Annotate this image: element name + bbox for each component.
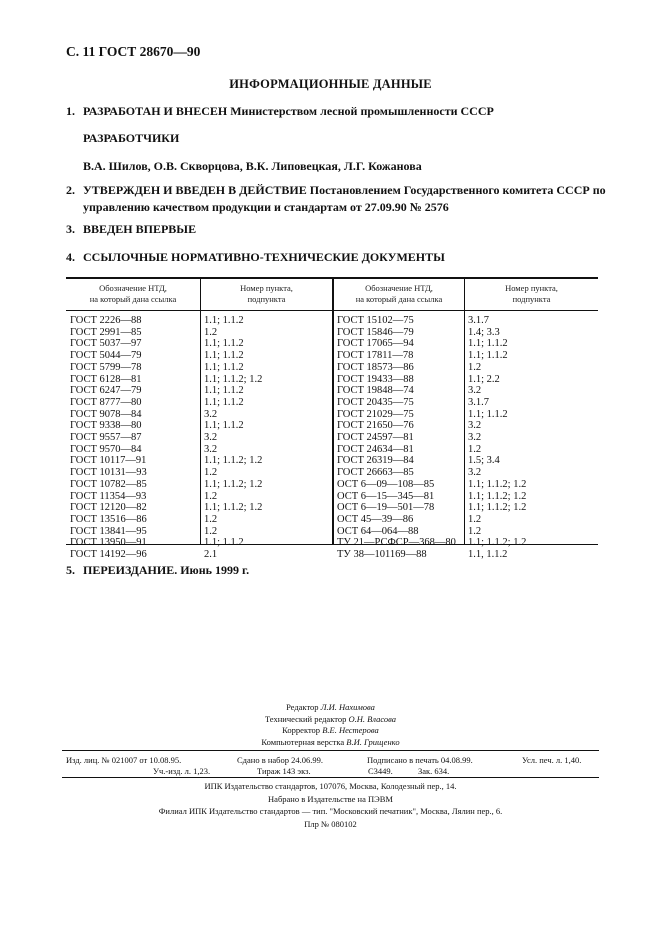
- table-cell: ГОСТ 10131—93: [70, 467, 147, 479]
- table-cell: ГОСТ 19848—74: [337, 385, 414, 397]
- table-header-item: Номер пункта, подпункта: [505, 283, 558, 304]
- table-col-divider: [464, 277, 465, 545]
- imprint-typeset: Сдано в набор 24.06.99.: [237, 755, 323, 765]
- table-cell: 1.1; 2.2: [468, 373, 500, 385]
- credit-tech-editor: Технический редактор О.Н. Власова: [264, 713, 397, 724]
- table-cell: ГОСТ 5044—79: [70, 350, 142, 362]
- table-cell: 1.1; 1.1.2: [204, 396, 244, 408]
- imprint-bottom-rule: [62, 777, 599, 778]
- table-cell: ГОСТ 20435—75: [337, 396, 414, 408]
- table-cell: ГОСТ 15102—75: [337, 315, 414, 326]
- table-cell: 1.2: [204, 467, 218, 479]
- table-cell: ГОСТ 2991—85: [70, 326, 142, 338]
- publisher-info: [0, 780, 661, 830]
- table-cell: 1.1; 1.1.2: [468, 408, 508, 420]
- table-cell: 1.1; 1.1.2; 1.2: [468, 537, 527, 549]
- table-cell: ГОСТ 24597—81: [337, 432, 414, 444]
- right-docs-column: [337, 315, 456, 561]
- table-cell: 3.2: [468, 385, 482, 397]
- imprint-code: С3449.: [368, 766, 393, 776]
- table-cell: ГОСТ 9338—80: [70, 420, 142, 432]
- table-cell: 2.1: [204, 549, 218, 561]
- section-5-text: Июнь 1999 г.: [180, 563, 250, 577]
- section-4-label: ССЫЛОЧНЫЕ НОРМАТИВНО-ТЕХНИЧЕСКИЕ ДОКУМЕНТЫ: [83, 250, 445, 264]
- section-1-number: 1.: [66, 104, 75, 118]
- imprint-top-rule: [62, 750, 599, 751]
- table-cell: ГОСТ 13841—95: [70, 525, 147, 537]
- table-cell: 1.1; 1.1.2; 1.2: [204, 478, 263, 490]
- publisher-branch: Филиал ИПК Издательство стандартов — тип. "Московский печатник", Москва, Лялин пер., 6.: [158, 806, 503, 816]
- table-cell: ОСТ 6—09—108—85: [337, 478, 435, 490]
- table-cell: ОСТ 6—15—345—81: [337, 490, 435, 502]
- section-1-label: РАЗРАБОТАН И ВНЕСЕН: [83, 104, 228, 118]
- table-cell: 1.1; 1.1.2: [204, 385, 244, 397]
- imprint-license: Изд. лиц. № 021007 от 10.08.95.: [66, 755, 182, 765]
- table-cell: 3.2: [468, 467, 482, 479]
- table-cell: 1.2: [204, 326, 218, 338]
- table-header-doc: Обозначение НТД, на который дана ссылка: [89, 283, 177, 304]
- table-cell: ГОСТ 17811—78: [337, 350, 414, 362]
- table-cell: 3.1.7: [468, 315, 489, 326]
- section-2-text-cont: управлению качеством продукции и стандартам от 27.09.90 № 2576: [83, 200, 449, 214]
- table-cell: 1.1; 1.1.2: [204, 338, 244, 350]
- section-2-text: Постановлением Государственного комитета СССР по: [309, 183, 606, 197]
- section-1: [66, 104, 494, 119]
- table-cell: 1.1; 1.1.2; 1.2: [204, 502, 263, 514]
- section-4-number: 4.: [66, 250, 75, 264]
- imprint-run: Тираж 143 экз.: [257, 766, 311, 776]
- table-cell: ГОСТ 9078—84: [70, 408, 142, 420]
- table-cell: 3.2: [204, 408, 218, 420]
- table-cell: 1.1; 1.1.2: [468, 338, 508, 350]
- table-cell: 1.2: [468, 443, 482, 455]
- table-cell: ГОСТ 13516—86: [70, 513, 147, 525]
- table-cell: ГОСТ 5799—78: [70, 361, 142, 373]
- table-cell: 1.1; 1.1.2: [204, 537, 244, 549]
- table-cell: ГОСТ 19433—88: [337, 373, 414, 385]
- imprint-order: Зак. 634.: [418, 766, 450, 776]
- table-cell: 1.1; 1.1.2: [204, 361, 244, 373]
- section-1-text: Министерством лесной промышленности СССР: [230, 104, 494, 118]
- table-cell: ГОСТ 15846—79: [337, 326, 414, 338]
- table-cell: ГОСТ 26319—84: [337, 455, 414, 467]
- section-2-number: 2.: [66, 183, 75, 197]
- table-cell: 3.1.7: [468, 396, 489, 408]
- table-cell: ТУ 21—РСФСР—368—80: [337, 537, 456, 549]
- table-center-divider: [332, 277, 334, 545]
- table-cell: 1.2: [204, 490, 218, 502]
- table-cell: ОСТ 64—064—88: [337, 525, 419, 537]
- section-5: [66, 563, 249, 578]
- table-cell: 3.2: [204, 432, 218, 444]
- table-cell: ГОСТ 5037—97: [70, 338, 142, 350]
- table-col-divider: [200, 277, 201, 545]
- table-cell: 1.2: [204, 525, 218, 537]
- table-cell: 1.1; 1.1.2; 1.2: [468, 490, 527, 502]
- section-3-label: ВВЕДЕН ВПЕРВЫЕ: [83, 222, 197, 236]
- credit-editor: Редактор Л.И. Нахимова: [286, 702, 375, 712]
- section-2: [66, 182, 606, 216]
- left-docs-column: [70, 315, 147, 561]
- table-cell: ГОСТ 9570—84: [70, 443, 142, 455]
- table-cell: 1.1; 1.1.2; 1.2: [468, 478, 527, 490]
- credit-proofreader: Корректор В.Е. Нестерова: [282, 725, 379, 735]
- credits: [0, 702, 661, 748]
- table-cell: ГОСТ 21650—76: [337, 420, 414, 432]
- table-cell: 1.4; 3.3: [468, 326, 500, 338]
- table-cell: ГОСТ 17065—94: [337, 338, 414, 350]
- table-cell: 1.1; 1.1.2; 1.2: [468, 502, 527, 514]
- table-cell: ГОСТ 26663—85: [337, 467, 414, 479]
- section-4: [66, 250, 445, 265]
- document-title: ИНФОРМАЦИОННЫЕ ДАННЫЕ: [229, 77, 432, 91]
- right-items-column: [468, 315, 526, 561]
- table-cell: 1.5; 3.4: [468, 455, 500, 467]
- table-cell: ГОСТ 14192—96: [70, 549, 147, 561]
- references-table: [66, 277, 598, 561]
- table-cell: ГОСТ 12120—82: [70, 502, 147, 514]
- table-cell: ГОСТ 10117—91: [70, 455, 147, 467]
- table-cell: 1.2: [204, 513, 218, 525]
- table-cell: 1.1; 1.1.2; 1.2: [204, 455, 263, 467]
- table-header-item: Номер пункта, подпункта: [240, 283, 293, 304]
- table-cell: 1.1; 1.1.2: [204, 315, 244, 326]
- table-cell: ГОСТ 6128—81: [70, 373, 142, 385]
- developers-names: В.А. Шилов, О.В. Скворцова, В.К. Липовецкая, Л.Г. Кожанова: [83, 159, 422, 173]
- table-cell: ГОСТ 13950—91: [70, 537, 147, 549]
- table-cell: 1.2: [468, 513, 482, 525]
- section-3: [66, 222, 196, 237]
- table-cell: ГОСТ 11354—93: [70, 490, 147, 502]
- table-cell: ГОСТ 24634—81: [337, 443, 414, 455]
- table-cell: 1.1; 1.1.2: [204, 420, 244, 432]
- left-items-column: [204, 315, 262, 561]
- table-cell: ГОСТ 9557—87: [70, 432, 142, 444]
- table-cell: ОСТ 6—19—501—78: [337, 502, 435, 514]
- section-2-label: УТВЕРЖДЕН И ВВЕДЕН В ДЕЙСТВИЕ: [83, 183, 307, 197]
- table-cell: 1.2: [468, 361, 482, 373]
- table-cell: 1.2: [468, 525, 482, 537]
- table-cell: ГОСТ 21029—75: [337, 408, 414, 420]
- imprint-print-sheets: Усл. печ. л. 1,40.: [522, 755, 582, 765]
- table-cell: ГОСТ 2226—88: [70, 315, 142, 326]
- table-cell: ТУ 38—101169—88: [337, 549, 427, 561]
- imprint-pub-sheets: Уч.-изд. л. 1,23.: [153, 766, 211, 776]
- table-cell: 1.1; 1.1.2: [468, 350, 508, 362]
- table-cell: ГОСТ 18573—86: [337, 361, 414, 373]
- publisher-license: Плр № 080102: [304, 818, 357, 829]
- table-cell: 3.2: [468, 420, 482, 432]
- section-5-label: ПЕРЕИЗДАНИЕ.: [83, 563, 178, 577]
- publisher-address: ИПК Издательство стандартов, 107076, Москва, Колодезный пер., 14.: [204, 781, 457, 791]
- credit-layout: Компьютерная верстка В.И. Грищенко: [261, 736, 400, 747]
- table-cell: 1.1; 1.1.2; 1.2: [204, 373, 263, 385]
- table-cell: ГОСТ 10782—85: [70, 478, 147, 490]
- page-header: С. 11 ГОСТ 28670—90: [66, 44, 201, 59]
- table-cell: ОСТ 45—39—86: [337, 513, 414, 525]
- table-cell: 1.1; 1.1.2: [204, 350, 244, 362]
- table-cell: ГОСТ 6247—79: [70, 385, 142, 397]
- imprint-signed: Подписано в печать 04.08.99.: [367, 755, 473, 765]
- table-cell: 3.2: [204, 443, 218, 455]
- publisher-typeset: Набрано в Издательстве на ПЭВМ: [268, 793, 393, 804]
- developers-label: РАЗРАБОТЧИКИ: [83, 131, 180, 145]
- table-cell: ГОСТ 8777—80: [70, 396, 142, 408]
- table-header-doc: Обозначение НТД, на который дана ссылка: [355, 283, 443, 304]
- section-5-number: 5.: [66, 563, 75, 577]
- section-3-number: 3.: [66, 222, 75, 236]
- table-cell: 3.2: [468, 432, 482, 444]
- table-cell: 1.1, 1.1.2: [468, 549, 508, 561]
